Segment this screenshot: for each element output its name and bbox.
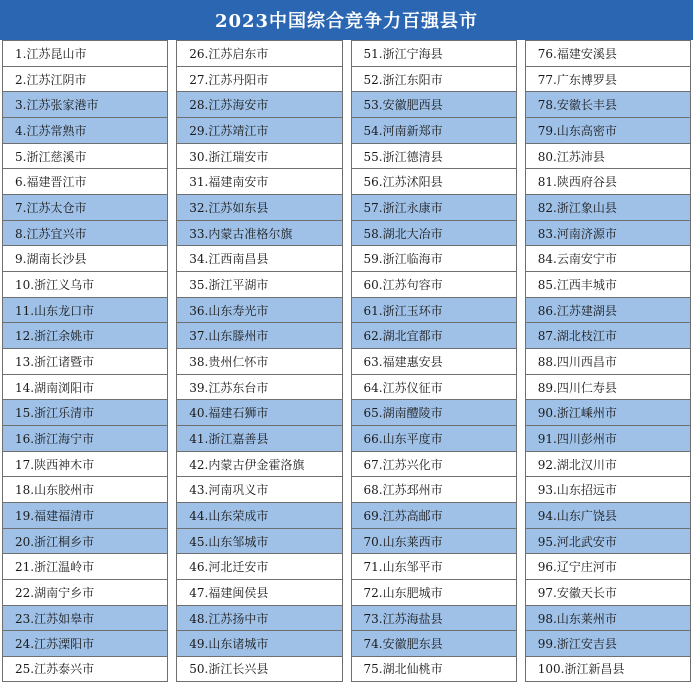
ranking-cell: 61.浙江玉环市 — [352, 297, 516, 323]
ranking-cell: 71.山东邹平市 — [352, 553, 516, 579]
ranking-cell: 98.山东莱州市 — [526, 605, 690, 631]
ranking-cell: 10.浙江义乌市 — [3, 271, 167, 297]
ranking-cell: 95.河北武安市 — [526, 528, 690, 554]
ranking-cell: 46.河北迁安市 — [177, 553, 341, 579]
ranking-cell: 97.安徽天长市 — [526, 579, 690, 605]
ranking-cell: 75.湖北仙桃市 — [352, 656, 516, 682]
ranking-cell: 25.江苏泰兴市 — [3, 656, 167, 682]
ranking-cell: 21.浙江温岭市 — [3, 553, 167, 579]
ranking-cell: 65.湖南醴陵市 — [352, 399, 516, 425]
ranking-cell: 33.内蒙古准格尔旗 — [177, 220, 341, 246]
ranking-cell: 74.安徽肥东县 — [352, 630, 516, 656]
ranking-cell: 84.云南安宁市 — [526, 245, 690, 271]
ranking-cell: 50.浙江长兴县 — [177, 656, 341, 682]
ranking-cell: 29.江苏靖江市 — [177, 117, 341, 143]
ranking-cell: 94.山东广饶县 — [526, 502, 690, 528]
ranking-cell: 41.浙江嘉善县 — [177, 425, 341, 451]
ranking-cell: 34.江西南昌县 — [177, 245, 341, 271]
ranking-cell: 43.河南巩义市 — [177, 476, 341, 502]
ranking-cell: 80.江苏沛县 — [526, 143, 690, 169]
ranking-cell: 36.山东寿光市 — [177, 297, 341, 323]
ranking-cell: 1.江苏昆山市 — [3, 40, 167, 66]
ranking-cell: 27.江苏丹阳市 — [177, 66, 341, 92]
ranking-cell: 15.浙江乐清市 — [3, 399, 167, 425]
ranking-cell: 14.湖南浏阳市 — [3, 374, 167, 400]
ranking-cell: 73.江苏海盐县 — [352, 605, 516, 631]
ranking-cell: 20.浙江桐乡市 — [3, 528, 167, 554]
ranking-column-3 — [351, 40, 517, 682]
ranking-cell: 3.江苏张家港市 — [3, 91, 167, 117]
ranking-cell: 78.安徽长丰县 — [526, 91, 690, 117]
ranking-cell: 76.福建安溪县 — [526, 40, 690, 66]
ranking-cell: 60.江苏句容市 — [352, 271, 516, 297]
ranking-cell: 2.江苏江阴市 — [3, 66, 167, 92]
ranking-cell: 58.湖北大冶市 — [352, 220, 516, 246]
ranking-cell: 68.江苏邳州市 — [352, 476, 516, 502]
ranking-column-2 — [176, 40, 342, 682]
ranking-cell: 11.山东龙口市 — [3, 297, 167, 323]
ranking-cell: 87.湖北枝江市 — [526, 322, 690, 348]
ranking-cell: 17.陕西神木市 — [3, 451, 167, 477]
ranking-cell: 69.江苏高邮市 — [352, 502, 516, 528]
ranking-cell: 77.广东博罗县 — [526, 66, 690, 92]
ranking-cell: 26.江苏启东市 — [177, 40, 341, 66]
ranking-cell: 4.江苏常熟市 — [3, 117, 167, 143]
ranking-cell: 83.河南济源市 — [526, 220, 690, 246]
ranking-cell: 88.四川西昌市 — [526, 348, 690, 374]
ranking-cell: 40.福建石狮市 — [177, 399, 341, 425]
ranking-cell: 99.浙江安吉县 — [526, 630, 690, 656]
ranking-cell: 90.浙江嵊州市 — [526, 399, 690, 425]
ranking-cell: 53.安徽肥西县 — [352, 91, 516, 117]
ranking-cell: 28.江苏海安市 — [177, 91, 341, 117]
ranking-cell: 23.江苏如皋市 — [3, 605, 167, 631]
ranking-cell: 67.江苏兴化市 — [352, 451, 516, 477]
ranking-cell: 55.浙江德清县 — [352, 143, 516, 169]
ranking-cell: 22.湖南宁乡市 — [3, 579, 167, 605]
ranking-cell: 9.湖南长沙县 — [3, 245, 167, 271]
ranking-table — [0, 40, 693, 682]
ranking-cell: 72.山东肥城市 — [352, 579, 516, 605]
ranking-cell: 5.浙江慈溪市 — [3, 143, 167, 169]
ranking-cell: 81.陕西府谷县 — [526, 168, 690, 194]
ranking-cell: 12.浙江余姚市 — [3, 322, 167, 348]
ranking-cell: 62.湖北宜都市 — [352, 322, 516, 348]
ranking-cell: 54.河南新郑市 — [352, 117, 516, 143]
ranking-cell: 35.浙江平湖市 — [177, 271, 341, 297]
ranking-cell: 37.山东滕州市 — [177, 322, 341, 348]
ranking-cell: 45.山东邹城市 — [177, 528, 341, 554]
ranking-cell: 93.山东招远市 — [526, 476, 690, 502]
ranking-column-4 — [525, 40, 691, 682]
ranking-cell: 13.浙江诸暨市 — [3, 348, 167, 374]
ranking-cell: 82.浙江象山县 — [526, 194, 690, 220]
ranking-cell: 92.湖北汉川市 — [526, 451, 690, 477]
ranking-cell: 18.山东胶州市 — [3, 476, 167, 502]
ranking-cell: 8.江苏宜兴市 — [3, 220, 167, 246]
ranking-cell: 16.浙江海宁市 — [3, 425, 167, 451]
ranking-cell: 31.福建南安市 — [177, 168, 341, 194]
ranking-cell: 57.浙江永康市 — [352, 194, 516, 220]
ranking-column-1 — [2, 40, 168, 682]
ranking-cell: 63.福建惠安县 — [352, 348, 516, 374]
ranking-cell: 96.辽宁庄河市 — [526, 553, 690, 579]
ranking-cell: 39.江苏东台市 — [177, 374, 341, 400]
ranking-cell: 56.江苏沭阳县 — [352, 168, 516, 194]
ranking-cell: 85.江西丰城市 — [526, 271, 690, 297]
page-title: 2023中国综合竞争力百强县市 — [0, 0, 693, 40]
ranking-cell: 51.浙江宁海县 — [352, 40, 516, 66]
ranking-cell: 86.江苏建湖县 — [526, 297, 690, 323]
ranking-cell: 30.浙江瑞安市 — [177, 143, 341, 169]
ranking-cell: 42.内蒙古伊金霍洛旗 — [177, 451, 341, 477]
ranking-cell: 32.江苏如东县 — [177, 194, 341, 220]
ranking-cell: 24.江苏溧阳市 — [3, 630, 167, 656]
ranking-cell: 59.浙江临海市 — [352, 245, 516, 271]
ranking-cell: 48.江苏扬中市 — [177, 605, 341, 631]
ranking-cell: 52.浙江东阳市 — [352, 66, 516, 92]
ranking-cell: 89.四川仁寿县 — [526, 374, 690, 400]
ranking-cell: 47.福建闽侯县 — [177, 579, 341, 605]
ranking-cell: 70.山东莱西市 — [352, 528, 516, 554]
ranking-cell: 79.山东高密市 — [526, 117, 690, 143]
ranking-cell: 38.贵州仁怀市 — [177, 348, 341, 374]
ranking-cell: 7.江苏太仓市 — [3, 194, 167, 220]
ranking-cell: 44.山东荣成市 — [177, 502, 341, 528]
ranking-cell: 19.福建福清市 — [3, 502, 167, 528]
ranking-cell: 66.山东平度市 — [352, 425, 516, 451]
ranking-cell: 100.浙江新昌县 — [526, 656, 690, 682]
ranking-cell: 6.福建晋江市 — [3, 168, 167, 194]
ranking-cell: 91.四川彭州市 — [526, 425, 690, 451]
ranking-cell: 49.山东诸城市 — [177, 630, 341, 656]
ranking-cell: 64.江苏仪征市 — [352, 374, 516, 400]
